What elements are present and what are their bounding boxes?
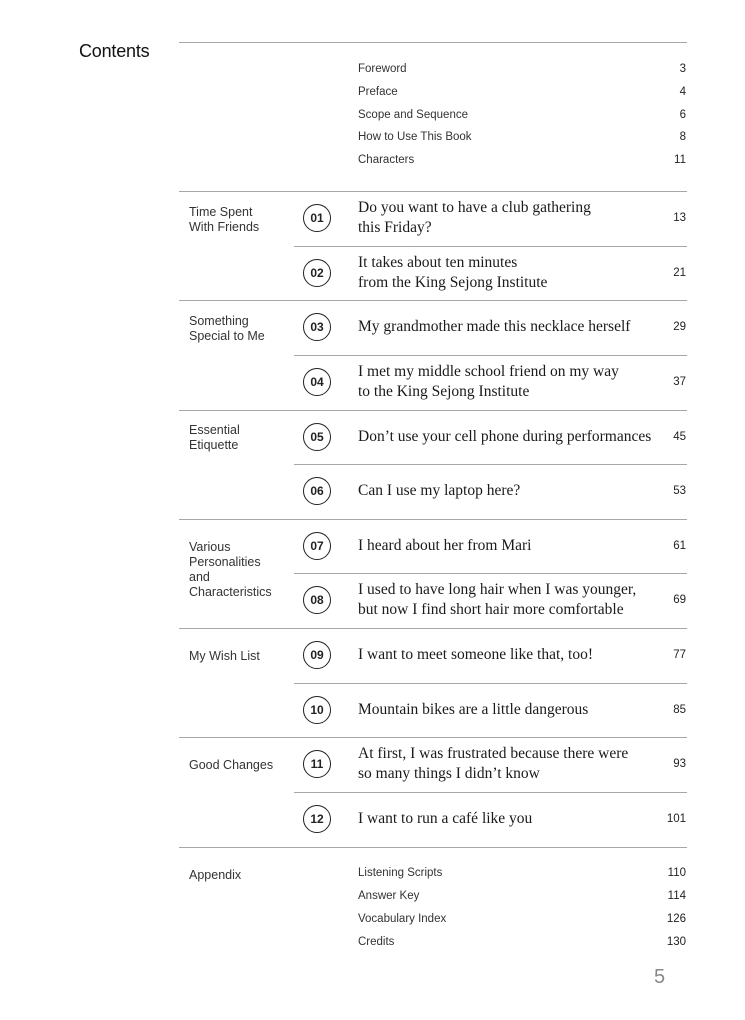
- lesson-number-badge: 12: [303, 805, 331, 833]
- appendix-entry-page: 110: [667, 867, 686, 879]
- lesson-number-badge: 04: [303, 368, 331, 396]
- lesson-title: I met my middle school friend on my way to the King Sejong Institute: [358, 363, 619, 400]
- theme-title: Time Spent With Friends: [189, 205, 260, 234]
- toc-entry[interactable]: [358, 109, 687, 129]
- lesson-page: 69: [673, 594, 686, 606]
- lesson-number-badge: 11: [303, 750, 331, 778]
- appendix-entry-label: Answer Key: [358, 890, 420, 902]
- lesson-page: 101: [666, 813, 686, 825]
- theme-title: My Wish List: [189, 649, 260, 663]
- lesson-title: Do you want to have a club gathering this Friday?: [358, 199, 591, 236]
- lesson-page: 29: [673, 321, 686, 333]
- appendix-entry-label: Vocabulary Index: [358, 913, 447, 925]
- lesson-entry[interactable]: [294, 792, 687, 846]
- lesson-number-badge: 02: [303, 259, 331, 287]
- lesson-entry[interactable]: [294, 628, 687, 682]
- toc-entry-page: 4: [679, 86, 686, 98]
- appendix-entry-page: 126: [666, 913, 686, 925]
- theme-title: Essential Etiquette: [189, 423, 240, 452]
- toc-entry-page: 11: [674, 154, 686, 166]
- lesson-page: 61: [673, 540, 686, 552]
- lesson-title: Don’t use your cell phone during performances: [358, 428, 652, 445]
- theme-divider: [179, 847, 687, 848]
- toc-entry[interactable]: [358, 131, 687, 151]
- lesson-title: At first, I was frustrated because there were so many things I didn’t know: [358, 745, 629, 782]
- toc-entry-page: 8: [679, 131, 686, 143]
- lesson-entry[interactable]: [294, 464, 687, 518]
- lesson-page: 21: [673, 267, 686, 279]
- toc-entry[interactable]: [358, 154, 687, 174]
- toc-entry[interactable]: [358, 63, 687, 83]
- lesson-page: 53: [673, 485, 686, 497]
- lesson-number-badge: 08: [303, 586, 331, 614]
- theme-title: Good Changes: [189, 758, 274, 772]
- appendix-entry-page: 114: [667, 890, 686, 902]
- lesson-page: 77: [673, 649, 686, 661]
- appendix-entry-label: Credits: [358, 936, 395, 948]
- toc-entry-label: Characters: [358, 154, 415, 166]
- lesson-number-badge: 03: [303, 313, 331, 341]
- lesson-number-badge: 07: [303, 532, 331, 560]
- lesson-entry[interactable]: [294, 246, 687, 300]
- appendix-entry[interactable]: [358, 936, 687, 956]
- lesson-entry[interactable]: [294, 737, 687, 791]
- toc-entry-label: Scope and Sequence: [358, 109, 468, 121]
- page-title: Contents: [79, 41, 150, 61]
- lesson-title: Mountain bikes are a little dangerous: [358, 701, 589, 718]
- lesson-page: 93: [673, 758, 686, 770]
- lesson-entry[interactable]: [294, 300, 687, 354]
- lesson-entry[interactable]: [294, 355, 687, 409]
- lesson-entry[interactable]: [294, 519, 687, 573]
- appendix-title: Appendix: [189, 868, 242, 882]
- lesson-title: I used to have long hair when I was younger, but now I find short hair more comfortable: [358, 581, 637, 618]
- lesson-title: I heard about her from Mari: [358, 537, 532, 554]
- lesson-page: 85: [673, 704, 686, 716]
- appendix-entry-page: 130: [666, 936, 686, 948]
- lesson-title: My grandmother made this necklace herself: [358, 318, 631, 335]
- lesson-entry[interactable]: [294, 683, 687, 737]
- lesson-number-badge: 09: [303, 641, 331, 669]
- toc-entry-label: Preface: [358, 86, 398, 98]
- lesson-page: 45: [673, 431, 686, 443]
- toc-entry-page: 3: [679, 63, 686, 75]
- appendix-entry[interactable]: [358, 890, 687, 910]
- appendix-entry[interactable]: [358, 913, 687, 933]
- lesson-title: I want to meet someone like that, too!: [358, 646, 594, 663]
- lesson-title: Can I use my laptop here?: [358, 482, 521, 499]
- lesson-title: I want to run a café like you: [358, 810, 533, 827]
- lesson-number-badge: 05: [303, 423, 331, 451]
- toc-entry-label: How to Use This Book: [358, 131, 472, 143]
- theme-title: Something Special to Me: [189, 314, 265, 343]
- lesson-entry[interactable]: [294, 573, 687, 627]
- lesson-number-badge: 06: [303, 477, 331, 505]
- lesson-page: 13: [673, 212, 686, 224]
- divider: [179, 42, 687, 43]
- theme-title: Various Personalities and Characteristics: [189, 540, 272, 599]
- lesson-number-badge: 10: [303, 696, 331, 724]
- toc-entry[interactable]: [358, 86, 687, 106]
- appendix-entry-label: Listening Scripts: [358, 867, 443, 879]
- lesson-page: 37: [673, 376, 686, 388]
- toc-entry-page: 6: [679, 109, 686, 121]
- lesson-number-badge: 01: [303, 204, 331, 232]
- toc-entry-label: Foreword: [358, 63, 407, 75]
- lesson-entry[interactable]: [294, 410, 687, 464]
- appendix-entry[interactable]: [358, 867, 687, 887]
- lesson-entry[interactable]: [294, 191, 687, 245]
- lesson-title: It takes about ten minutes from the King Sejong Institute: [358, 254, 548, 291]
- page-number: 5: [654, 966, 666, 988]
